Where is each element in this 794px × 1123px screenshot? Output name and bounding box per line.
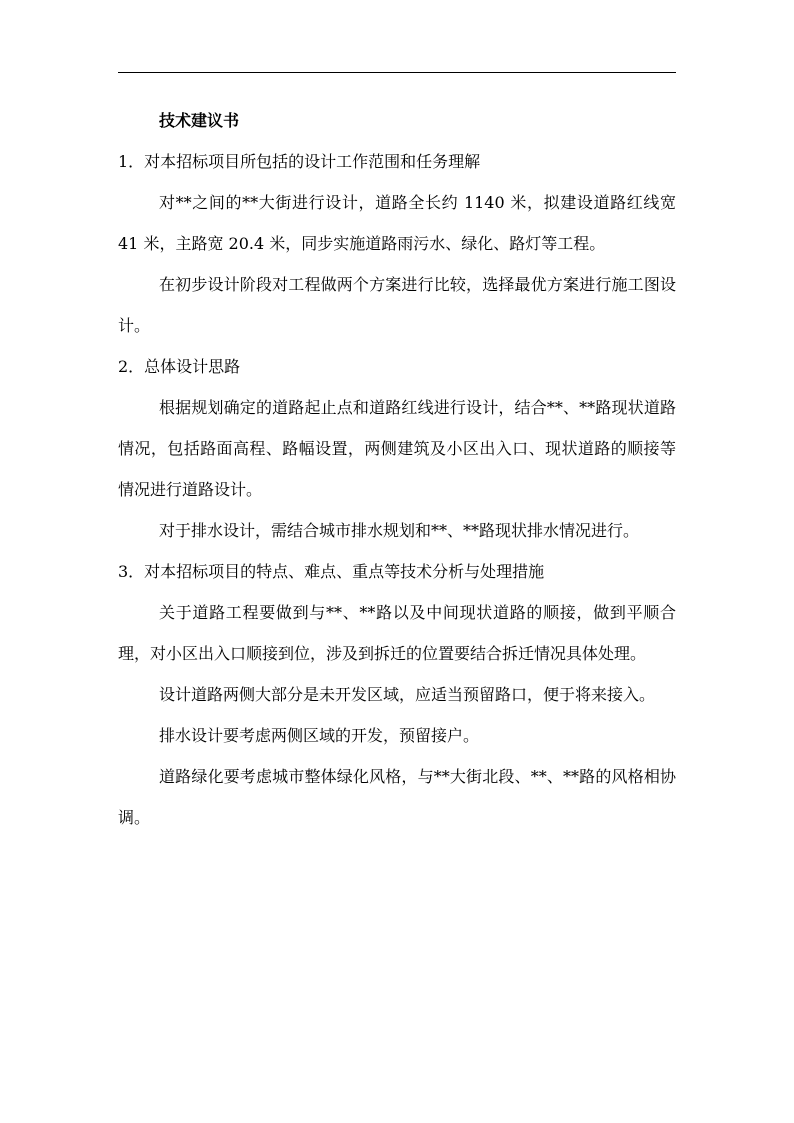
section-3 — [118, 551, 676, 838]
paragraph: 道路绿化要考虑城市整体绿化风格，与**大街北段、**、**路的风格相协调。 — [118, 767, 676, 827]
paragraph: 对**之间的**大街进行设计，道路全长约 1140 米，拟建设道路红线宽 41 米，主路宽 20.4 米，同步实施道路雨污水、绿化、路灯等工程。 — [118, 193, 676, 253]
paragraph: 根据规划确定的道路起止点和道路红线进行设计，结合**、**路现状道路情况，包括路面高程、路幅设置，两侧建筑及小区出入口、现状道路的顺接等情况进行道路设计。 — [118, 398, 676, 499]
document-title: 技术建议书 — [159, 111, 240, 130]
header-rule — [118, 72, 676, 73]
document-body — [118, 100, 676, 838]
paragraph: 设计道路两侧大部分是未开发区域，应适当预留路口，便于将来接入。 — [159, 685, 656, 704]
section-1 — [118, 141, 676, 346]
paragraph: 关于道路工程要做到与**、**路以及中间现状道路的顺接，做到平顺合理，对小区出入口顺接到位，涉及到拆迁的位置要结合拆迁情况具体处理。 — [118, 603, 676, 663]
section-heading: 3．对本招标项目的特点、难点、重点等技术分析与处理措施 — [118, 562, 545, 581]
paragraph: 排水设计要考虑两侧区域的开发，预留接户。 — [159, 726, 480, 745]
paragraph: 在初步设计阶段对工程做两个方案进行比较，选择最优方案进行施工图设计。 — [118, 275, 676, 335]
paragraph: 对于排水设计，需结合城市排水规划和**、**路现状排水情况进行。 — [159, 521, 640, 540]
section-heading: 2．总体设计思路 — [118, 357, 241, 376]
section-2 — [118, 346, 676, 551]
section-heading: 1．对本招标项目所包括的设计工作范围和任务理解 — [118, 152, 481, 171]
